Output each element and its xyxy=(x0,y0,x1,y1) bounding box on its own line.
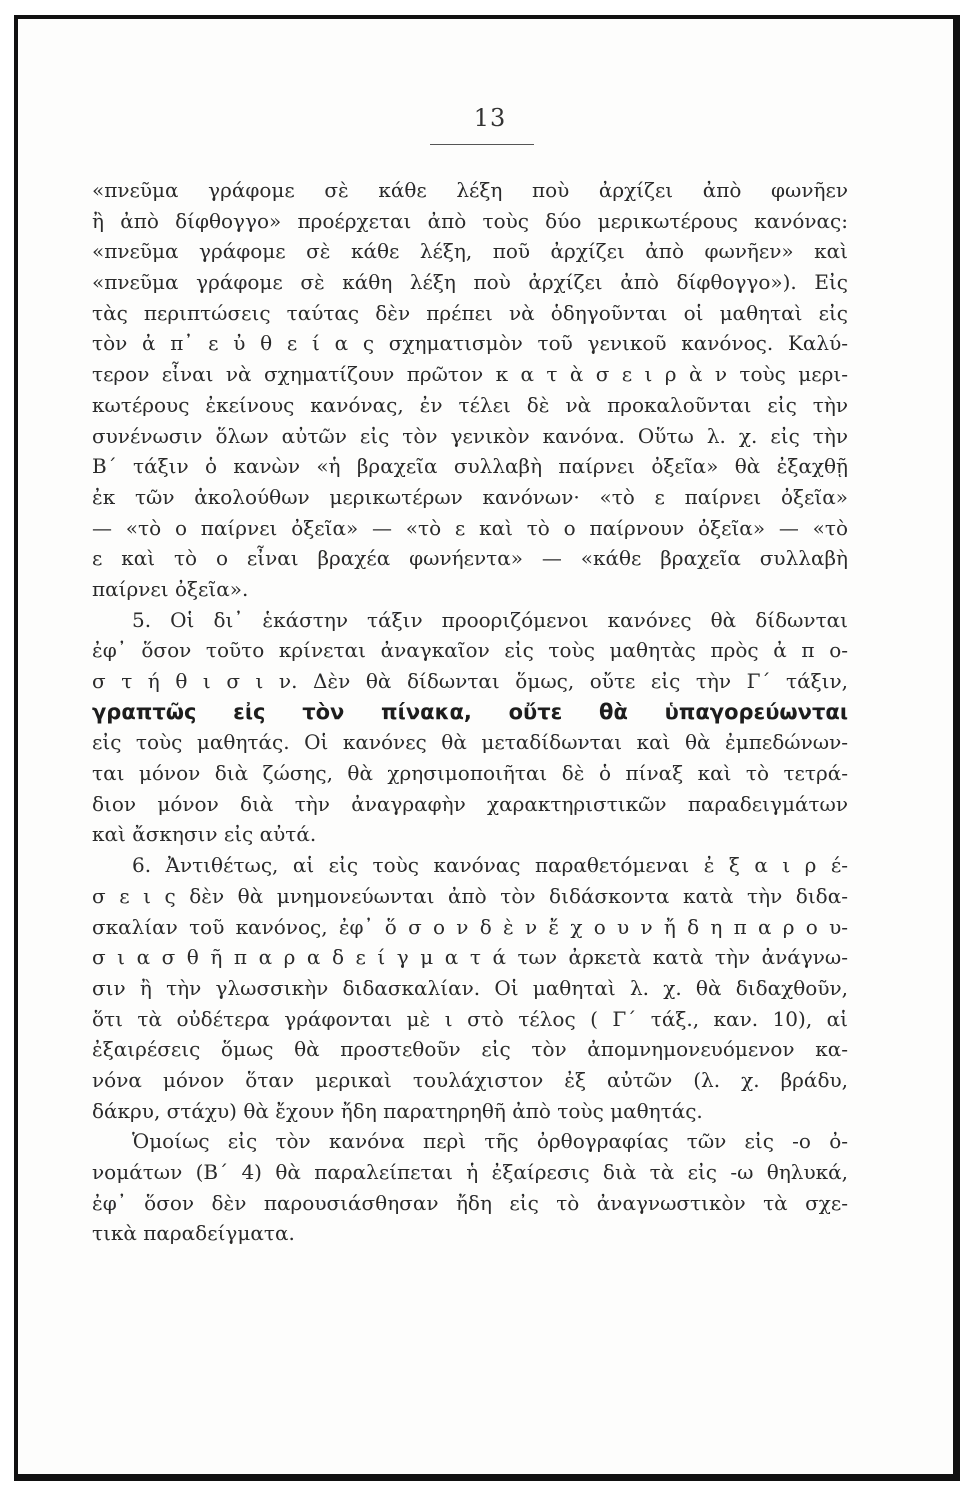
text-line-bold: γραπτῶς εἰς τὸν πίνακα, οὔτε θὰ ὑπαγορεύωνται xyxy=(92,699,848,724)
text-line: — «τὸ ο παίρνει ὀξεῖα» — «τὸ ε καὶ τὸ ο παίρνουν ὀξεῖα» — «τὸ xyxy=(92,515,848,540)
text-line: σιν ἢ τὴν γλωσσικὴν διδασκαλίαν. Οἱ μαθηταὶ λ. χ. θὰ διδαχθοῦν, xyxy=(92,975,848,1000)
text-line: ἢ ἀπὸ δίφθογγο» προέρχεται ἀπὸ τοὺς δύο μερικωτέρους κανόνας: xyxy=(92,208,848,233)
text-line: ἐξαιρέσεις ὅμως θὰ προστεθοῦν εἰς τὸν ἀπομνημονευόμενον κα- xyxy=(92,1037,848,1062)
text-line: δάκρυ, στάχυ) θὰ ἔχουν ἤδη παρατηρηθῆ ἀπὸ τοὺς μαθητάς. xyxy=(92,1098,703,1123)
text-line: τερον εἶναι νὰ σχηματίζουν πρῶτον κ α τ ὰ σ ε ι ρ ὰ ν τοὺς μερι- xyxy=(92,362,848,387)
text-line: τικὰ παραδείγματα. xyxy=(92,1221,295,1246)
text-line: ὅτι τὰ οὐδέτερα γράφονται μὲ ι στὸ τέλος ( Γ΄ τάξ., καν. 10), αἱ xyxy=(92,1006,848,1031)
text-line: Β΄ τάξιν ὁ κανὼν «ἡ βραχεῖα συλλαβὴ παίρνει ὀξεῖα» θὰ ἐξαχθῇ xyxy=(92,454,848,479)
text-line: συνένωσιν ὅλων αὐτῶν εἰς τὸν γενικὸν κανόνα. Οὕτω λ. χ. εἰς τὴν xyxy=(92,423,848,448)
text-line: νόνα μόνον ὅταν μερικαὶ τουλάχιστον ἐξ αὐτῶν (λ. χ. βράδυ, xyxy=(92,1067,848,1092)
text-line: 6. Ἀντιθέτως, αἱ εἰς τοὺς κανόνας παραθετόμεναι ἐ ξ α ι ρ έ- xyxy=(132,853,848,878)
text-line: ε καὶ τὸ ο εἶναι βραχέα φωνήεντα» — «κάθε βραχεῖα συλλαβὴ xyxy=(92,546,848,571)
text-line: Ὁμοίως εἰς τὸν κανόνα περὶ τῆς ὀρθογραφίας τῶν εἰς -ο ὀ- xyxy=(132,1129,848,1154)
body-text xyxy=(92,175,848,1249)
page-number: 13 xyxy=(473,104,507,132)
text-line: τὰς περιπτώσεις ταύτας δὲν πρέπει νὰ ὁδηγοῦνται οἱ μαθηταὶ εἰς xyxy=(92,300,848,325)
text-line: εἰς τοὺς μαθητάς. Οἱ κανόνες θὰ μεταδίδωνται καὶ θὰ ἐμπεδώνων- xyxy=(92,730,848,755)
text-line: τὸν ἀ π᾽ ε ὐ θ ε ί α ς σχηματισμὸν τοῦ γενικοῦ κανόνος. Καλύ- xyxy=(92,331,848,356)
text-line: καὶ ἄσκησιν εἰς αὐτά. xyxy=(92,822,317,847)
text-line: «πνεῦμα γράφομε σὲ κάθε λέξη ποὺ ἀρχίζει ἀπὸ φωνῆεν xyxy=(92,178,848,202)
text-line: «πνεῦμα γράφομε σὲ κάθη λέξη ποὺ ἀρχίζει ἀπὸ δίφθογγο»). Εἰς xyxy=(92,270,848,295)
text-line: ἐκ τῶν ἀκολούθων μερικωτέρων κανόνων· «τὸ ε παίρνει ὀξεῖα» xyxy=(92,484,848,509)
text-line: σ ε ι ς δὲν θὰ μνημονεύωνται ἀπὸ τὸν διδάσκοντα κατὰ τὴν διδα- xyxy=(92,883,848,908)
text-line: ἐφ᾽ ὅσον δὲν παρουσιάσθησαν ἤδη εἰς τὸ ἀναγνωστικὸν τὰ σχε- xyxy=(92,1190,848,1215)
text-line: σ τ ή θ ι σ ι ν. Δὲν θὰ δίδωνται ὅμως, οὔτε εἰς τὴν Γ΄ τάξιν, xyxy=(92,669,848,693)
text-line: κωτέρους ἐκείνους κανόνας, ἐν τέλει δὲ νὰ προκαλοῦνται εἰς τὴν xyxy=(92,392,848,417)
text-line: «πνεῦμα γράφομε σὲ κάθε λέξη, ποῦ ἀρχίζει ἀπὸ φωνῆεν» καὶ xyxy=(92,239,848,264)
text-line: σ ι α σ θ ῆ π α ρ α δ ε ί γ μ α τ ά των ἀρκετὰ κατὰ τὴν ἀνάγνω- xyxy=(92,945,848,970)
header-rule xyxy=(430,144,534,145)
text-line: παίρνει ὀξεῖα». xyxy=(92,576,249,601)
text-line: 5. Οἱ δι᾽ ἑκάστην τάξιν προοριζόμενοι κανόνες θὰ δίδωνται xyxy=(132,607,848,632)
text-line: νομάτων (Β΄ 4) θὰ παραλείπεται ἡ ἐξαίρεσις διὰ τὰ εἰς -ω θηλυκά, xyxy=(92,1160,848,1184)
text-line: σκαλίαν τοῦ κανόνος, ἐφ᾽ ὅ σ ο ν δ ὲ ν ἔ χ ο υ ν ἤ δ η π α ρ ο υ- xyxy=(92,914,848,939)
text-line: ἐφ᾽ ὅσον τοῦτο κρίνεται ἀναγκαῖον εἰς τοὺς μαθητὰς πρὸς ἀ π ο- xyxy=(92,638,848,663)
text-line: διον μόνον διὰ τὴν ἀναγραφὴν χαρακτηριστικῶν παραδειγμάτων xyxy=(92,791,848,816)
text-line: ται μόνον διὰ ζώσης, θὰ χρησιμοποιῆται δὲ ὁ πίναξ καὶ τὸ τετρά- xyxy=(92,761,848,786)
